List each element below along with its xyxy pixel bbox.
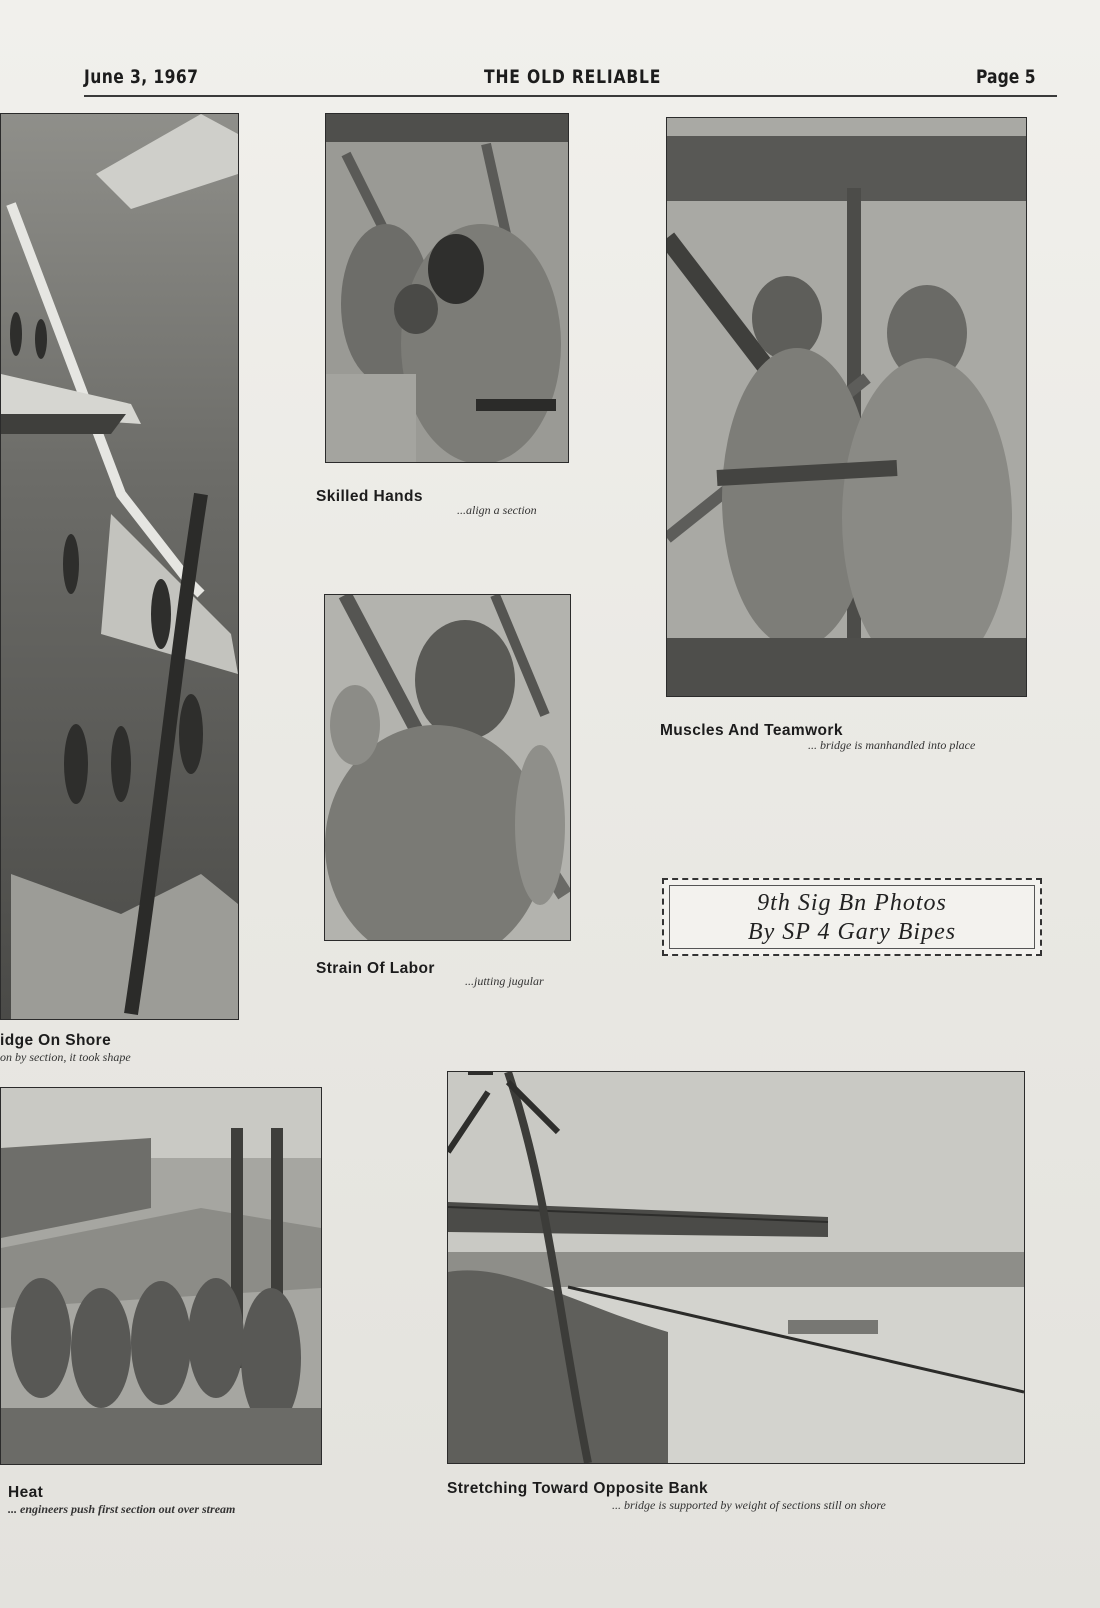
caption-muscles-and-teamwork-sub [808, 738, 975, 753]
caption-subtitle: ...jutting jugular [465, 974, 544, 988]
photo-credit-frame [669, 885, 1035, 949]
caption-subtitle: on by section, it took shape [0, 1050, 131, 1064]
caption-subtitle: ...align a section [457, 503, 537, 517]
caption-skilled-hands [316, 488, 423, 506]
photo-strain-of-labor [324, 594, 571, 941]
caption-title: Skilled Hands [316, 488, 423, 505]
caption-title: Heat [8, 1484, 44, 1501]
caption-strain-of-labor-sub [465, 974, 544, 989]
caption-bridge-on-shore [0, 1032, 131, 1065]
photo-muscles-and-teamwork [666, 117, 1027, 697]
masthead-rule [84, 95, 1057, 97]
page-number: Page 5 [976, 66, 1036, 88]
photo-stretching-toward-opposite-bank [447, 1071, 1025, 1464]
caption-stretching-toward-opposite-bank [447, 1480, 708, 1498]
photo-credit-line-1: 9th Sig Bn Photos [757, 890, 947, 916]
caption-title: Stretching Toward Opposite Bank [447, 1480, 708, 1497]
caption-title: Muscles And Teamwork [660, 722, 843, 739]
caption-subtitle: ... bridge is manhandled into place [808, 738, 976, 752]
caption-title: Strain Of Labor [316, 960, 435, 977]
issue-date: June 3, 1967 [84, 66, 199, 88]
caption-subtitle: ... bridge is supported by weight of sections still on shore [612, 1498, 886, 1512]
photo-heat [0, 1087, 322, 1465]
photo-credit-box [662, 878, 1042, 956]
newspaper-title: THE OLD RELIABLE [484, 66, 662, 88]
caption-skilled-hands-sub [457, 503, 537, 518]
photo-bridge-on-shore [0, 113, 239, 1020]
caption-subtitle: ... engineers push first section out over stream [8, 1502, 236, 1516]
masthead [84, 66, 1054, 96]
caption-stretching-toward-opposite-bank-sub [612, 1498, 886, 1513]
caption-title: idge On Shore [0, 1032, 112, 1049]
caption-strain-of-labor [316, 960, 435, 978]
caption-heat [8, 1484, 235, 1517]
photo-skilled-hands [325, 113, 569, 463]
photo-credit-line-2: By SP 4 Gary Bipes [747, 919, 957, 945]
